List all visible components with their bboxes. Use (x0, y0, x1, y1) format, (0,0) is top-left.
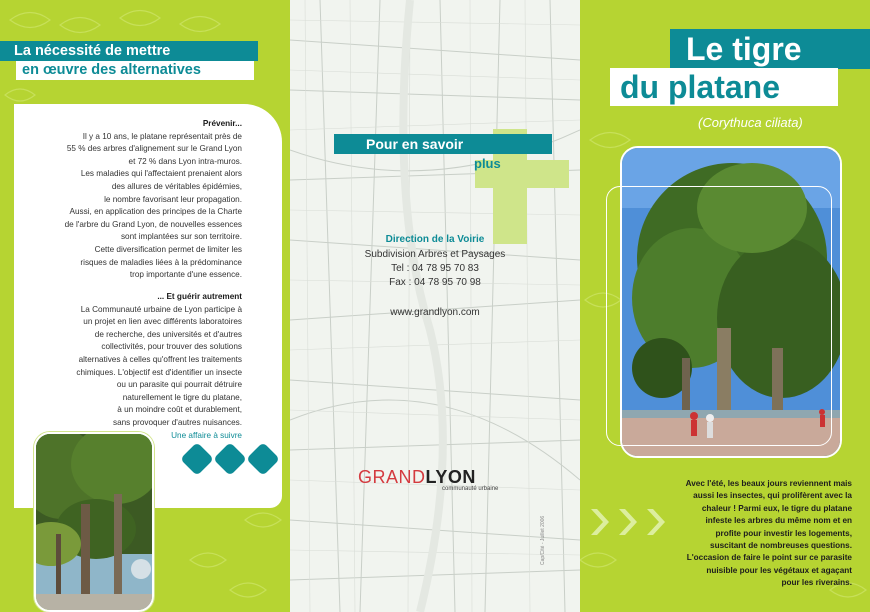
section-prevenir-line: Cette diversification permet de limiter les (94, 244, 242, 254)
chevron-right-icon (616, 509, 638, 535)
website-link[interactable]: www.grandlyon.com (390, 307, 480, 318)
main-title-line2: du platane (610, 68, 838, 106)
intro-line: infeste les arbres du même nom et en (705, 516, 852, 526)
section-prevenir (12, 118, 242, 282)
section-prevenir-line: de l'arbre du Grand Lyon, de nouvelles essences (64, 219, 242, 229)
follow-link: Une affaire à suivre (171, 430, 242, 440)
logo-grand: GRAND (358, 467, 426, 487)
contact-heading: Direction de la Voirie (385, 234, 485, 245)
latin-name: (Corythuca ciliata) (698, 115, 803, 130)
section-prevenir-line: Il y a 10 ans, le platane représentait près de (82, 131, 242, 141)
section-guerir-line: alternatives à celles qu'offrent les traitements (78, 354, 242, 364)
section-guerir-line: naturellement le tigre du platane, (122, 392, 242, 402)
intro-line: aussi les insectes, qui prolifèrent avec la (693, 491, 852, 501)
intro-line: suscitant de nombreuses questions. (710, 541, 852, 551)
section-guerir-line: La Communauté urbaine de Lyon participe à (80, 304, 242, 314)
contact-fax: Fax : 04 78 95 70 98 (389, 277, 481, 288)
intro-line: Avec l'été, les beaux jours reviennent mais (685, 479, 852, 488)
section-guerir-line: à un moindre coût et durablement, (117, 405, 242, 415)
section-prevenir-line: 55 % des arbres d'alignement sur le Grand Lyon (66, 144, 242, 154)
photo-frame-outline (606, 186, 832, 446)
banner-pour-en-savoir: Pour en savoir (334, 134, 552, 154)
chevron-right-icon (588, 509, 610, 535)
left-title-line1: La nécessité de mettre (0, 41, 258, 61)
contact-tel: Tel : 04 78 95 70 83 (391, 263, 479, 274)
left-panel (0, 0, 290, 612)
section-prevenir-line: risques de maladies liées à la prédominance (80, 257, 242, 267)
contact-subdivision: Subdivision Arbres et Paysages (364, 249, 506, 260)
print-code: Cap/Cité - Juillet 2006 (540, 515, 546, 565)
section-prevenir-line: Aussi, en application des principes de la Charte (69, 207, 242, 217)
section-prevenir-line: Les maladies qui l'affectaient prenaient alors (80, 169, 242, 179)
section-guerir-line: sans provoquer d'autres nuisances. (112, 417, 242, 427)
section-guerir-heading: ... Et guérir autrement (157, 292, 242, 301)
main-title-line1: Le tigre (670, 29, 870, 69)
intro-line: nuisible pour les végétaux et agaçant (706, 565, 852, 575)
banner-plus: plus (474, 156, 501, 171)
section-prevenir-line: des allures de véritables épidémies, (111, 181, 242, 191)
middle-panel (290, 0, 580, 612)
section-prevenir-line: trop importante d'une essence. (129, 270, 242, 280)
section-guerir-line: chimiques. L'objectif est d'identifier un insecte (76, 367, 242, 377)
intro-paragraph (654, 478, 852, 590)
logo-lyon: LYON (425, 467, 476, 487)
section-guerir (12, 291, 242, 442)
section-prevenir-line: sont implantées sur son territoire. (120, 232, 242, 242)
intro-line: L'occasion de faire le point sur ce parasite (686, 553, 852, 563)
intro-line: profite pour investir les logements, (715, 528, 852, 538)
section-prevenir-line: et 72 % dans Lyon intra-muros. (128, 156, 242, 166)
left-title-line2: en œuvre des alternatives (16, 61, 254, 80)
right-panel (580, 0, 870, 612)
grandlyon-logo (358, 467, 476, 488)
plane-tree-avenue-photo (34, 432, 154, 612)
section-guerir-line: de recherche, des universités et d'autres (94, 329, 242, 339)
section-guerir-line: ou un parasite qui pourrait détruire (116, 380, 242, 390)
intro-line: chaleur ! Parmi eux, le tigre du platane (701, 503, 852, 513)
section-guerir-line: un projet en lien avec différents laboratoires (83, 317, 242, 327)
section-guerir-line: collectivités, pour trouver des solutions (101, 342, 242, 352)
section-prevenir-line: le nombre favorisant leur propagation. (104, 194, 242, 204)
intro-line: pour les riverains. (781, 578, 852, 588)
section-prevenir-heading: Prévenir... (202, 119, 242, 128)
logo-subtitle: communauté urbaine (442, 486, 499, 492)
